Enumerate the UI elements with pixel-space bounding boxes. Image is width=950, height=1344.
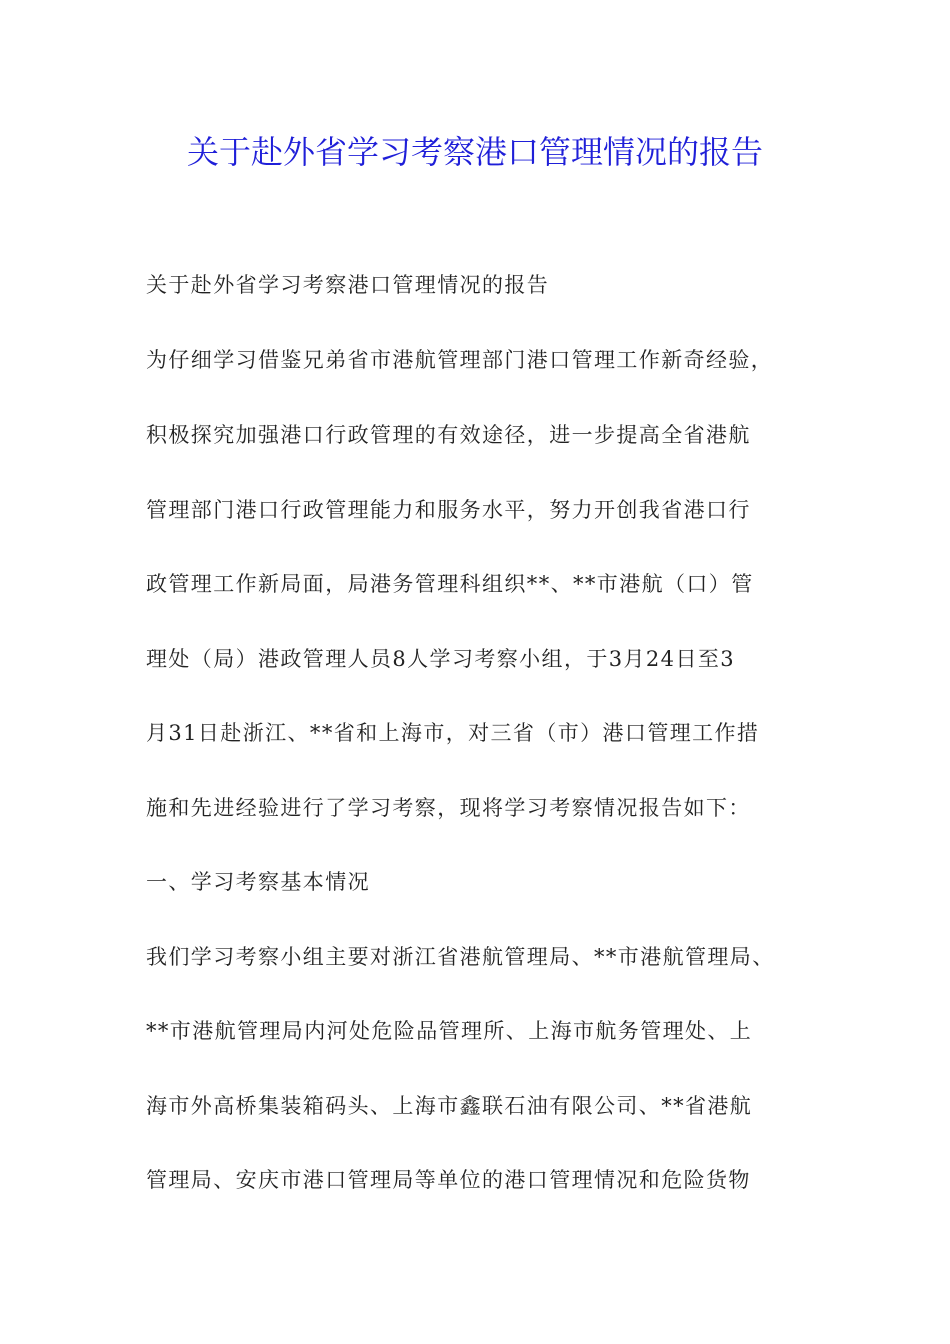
paragraph-line: 海市外高桥集装箱码头、上海市鑫联石油有限公司、**省港航 (146, 1094, 753, 1118)
subtitle-line: 关于赴外省学习考察港口管理情况的报告 (146, 273, 550, 297)
paragraph-line: 施和先进经验进行了学习考察，现将学习考察情况报告如下： (146, 796, 751, 820)
paragraph-line: 理处（局）港政管理人员8人学习考察小组，于3月24日至3 (146, 647, 736, 671)
paragraph-line: 积极探究加强港口行政管理的有效途径，进一步提高全省港航 (146, 423, 751, 447)
paragraph-line: 管理局、安庆市港口管理局等单位的港口管理情况和危险货物 (146, 1168, 751, 1192)
paragraph-line: 管理部门港口行政管理能力和服务水平，努力开创我省港口行 (146, 498, 751, 522)
paragraph-line: 我们学习考察小组主要对浙江省港航管理局、**市港航管理局、 (146, 945, 775, 969)
paragraph-line: 政管理工作新局面，局港务管理科组织**、**市港航（口）管 (146, 572, 754, 596)
section-heading: 一、学习考察基本情况 (146, 870, 370, 894)
paragraph-line: 为仔细学习借鉴兄弟省市港航管理部门港口管理工作新奇经验， (146, 348, 774, 372)
document-title: 关于赴外省学习考察港口管理情况的报告 (186, 133, 763, 171)
paragraph-line: 月31日赴浙江、**省和上海市，对三省（市）港口管理工作措 (146, 721, 760, 745)
paragraph-line: **市港航管理局内河处危险品管理所、上海市航务管理处、上 (146, 1019, 753, 1043)
